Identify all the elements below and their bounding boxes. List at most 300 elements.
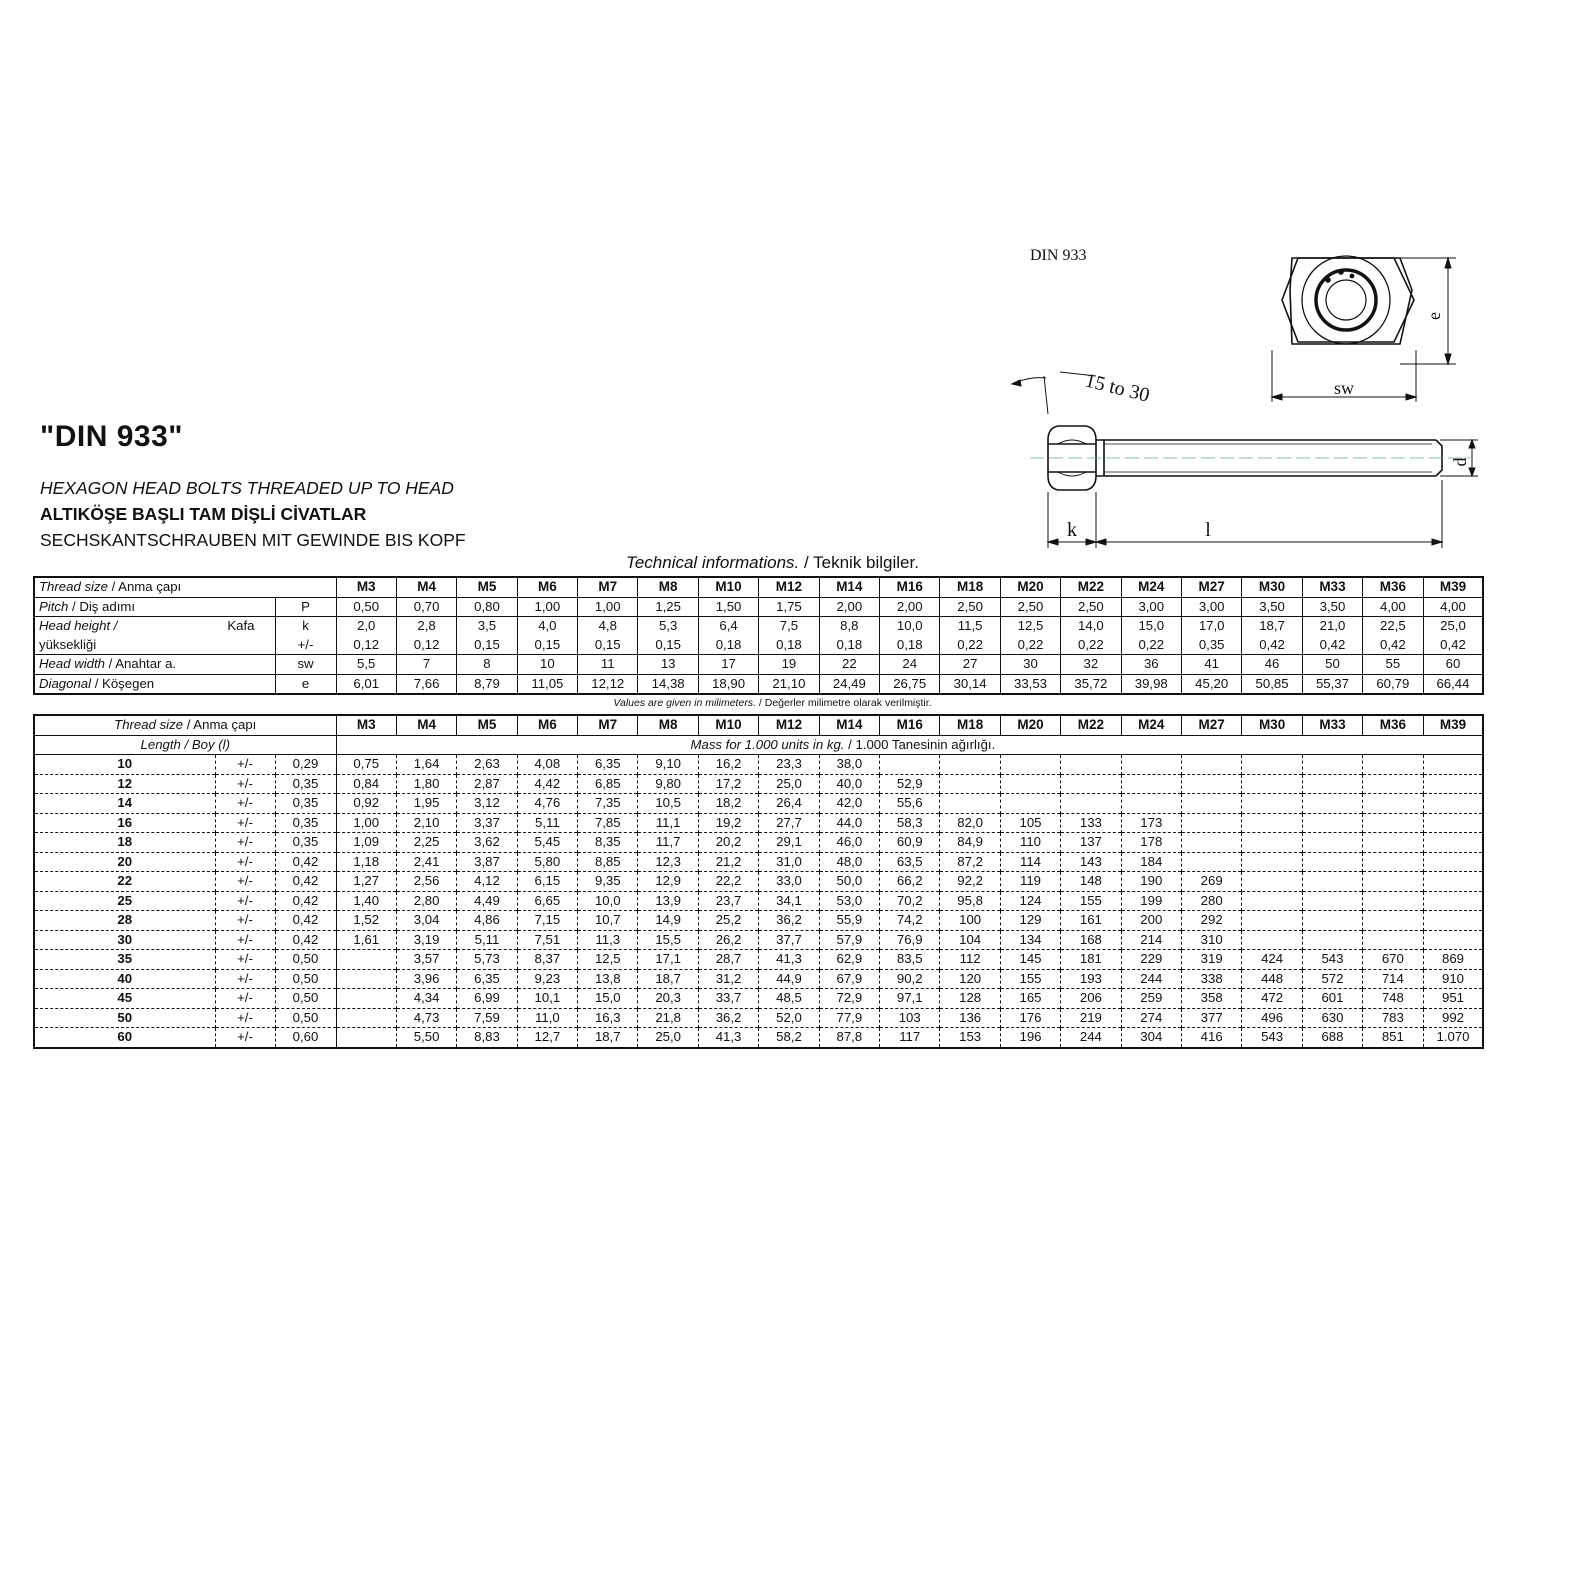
- mass-value: 13,9: [638, 891, 698, 911]
- mass-value: 48,5: [759, 989, 819, 1009]
- mass-value: 25,0: [759, 774, 819, 794]
- value-cell: 33,53: [1000, 674, 1060, 694]
- mass-value: [1181, 774, 1241, 794]
- mass-value: 124: [1000, 891, 1060, 911]
- mass-value: 136: [940, 1008, 1000, 1028]
- mass-value: 199: [1121, 891, 1181, 911]
- value-cell: 45,20: [1181, 674, 1241, 694]
- mass-value: 33,0: [759, 872, 819, 892]
- mass-value: 181: [1061, 950, 1121, 970]
- length-value: 30: [34, 930, 215, 950]
- mass-value: 97,1: [880, 989, 940, 1009]
- size-header: M12: [759, 715, 819, 735]
- mass-value: 18,7: [638, 969, 698, 989]
- value-cell: 66,44: [1423, 674, 1483, 694]
- plus-minus: +/-: [215, 969, 275, 989]
- mass-value: 176: [1000, 1008, 1060, 1028]
- mass-value: [1302, 852, 1362, 872]
- mass-value: 50,0: [819, 872, 879, 892]
- size-header: M6: [517, 577, 577, 597]
- bolt-technical-drawing: [1000, 240, 1520, 560]
- mass-value: 42,0: [819, 794, 879, 814]
- size-header: M18: [940, 577, 1000, 597]
- mass-value: 424: [1242, 950, 1302, 970]
- mass-value: 4,86: [457, 911, 517, 931]
- value-cell: 3,5: [457, 617, 517, 636]
- mass-value: 1,80: [396, 774, 456, 794]
- mass-value: 18,2: [698, 794, 758, 814]
- mass-value: 95,8: [940, 891, 1000, 911]
- mass-value: 2,10: [396, 813, 456, 833]
- value-cell: 0,15: [578, 636, 638, 655]
- mass-value: 12,3: [638, 852, 698, 872]
- size-header: M12: [759, 577, 819, 597]
- length-value: 45: [34, 989, 215, 1009]
- size-header: M10: [698, 577, 758, 597]
- mass-value: [880, 755, 940, 775]
- size-header: M3: [336, 715, 396, 735]
- value-cell: 19: [759, 655, 819, 675]
- mass-value: 543: [1242, 1028, 1302, 1048]
- dimension-sw-label: sw: [1333, 378, 1355, 398]
- mass-value: 1,95: [396, 794, 456, 814]
- mass-value: 82,0: [940, 813, 1000, 833]
- mass-value: 77,9: [819, 1008, 879, 1028]
- value-cell: 0,42: [1242, 636, 1302, 655]
- mass-value: [1242, 833, 1302, 853]
- value-cell: 0,22: [1121, 636, 1181, 655]
- mass-value: [1363, 930, 1423, 950]
- mass-value: 3,04: [396, 911, 456, 931]
- value-cell: 3,50: [1302, 597, 1362, 617]
- mass-value: 37,7: [759, 930, 819, 950]
- mass-value: 58,3: [880, 813, 940, 833]
- mass-value: [1363, 755, 1423, 775]
- size-header: M24: [1121, 577, 1181, 597]
- length-value: 25: [34, 891, 215, 911]
- mass-value: 12,7: [517, 1028, 577, 1048]
- value-cell: 1,00: [578, 597, 638, 617]
- mass-value: 2,56: [396, 872, 456, 892]
- mass-value: [1363, 833, 1423, 853]
- value-cell: 30,14: [940, 674, 1000, 694]
- mass-value: [1363, 774, 1423, 794]
- mass-value: 5,50: [396, 1028, 456, 1048]
- mass-value: 543: [1302, 950, 1362, 970]
- mass-value: 630: [1302, 1008, 1362, 1028]
- mass-value: 83,5: [880, 950, 940, 970]
- mass-value: 12,5: [578, 950, 638, 970]
- value-cell: 30: [1000, 655, 1060, 675]
- value-cell: 0,80: [457, 597, 517, 617]
- mass-value: 688: [1302, 1028, 1362, 1048]
- mass-value: 84,9: [940, 833, 1000, 853]
- value-cell: 60,79: [1363, 674, 1423, 694]
- size-header: M30: [1242, 715, 1302, 735]
- mass-value: [1242, 794, 1302, 814]
- mass-value: 17,1: [638, 950, 698, 970]
- value-cell: 0,15: [457, 636, 517, 655]
- length-value: 16: [34, 813, 215, 833]
- mass-value: 8,85: [578, 852, 638, 872]
- mass-value: 44,9: [759, 969, 819, 989]
- mass-value: 2,87: [457, 774, 517, 794]
- value-cell: 17,0: [1181, 617, 1241, 636]
- mass-value: 153: [940, 1028, 1000, 1048]
- value-cell: 14,38: [638, 674, 698, 694]
- mass-row: [34, 872, 1483, 892]
- mass-value: 7,51: [517, 930, 577, 950]
- length-tolerance: 0,60: [275, 1028, 336, 1048]
- pitch-label: Pitch / Diş adımı: [34, 597, 275, 617]
- length-value: 18: [34, 833, 215, 853]
- mass-value: 92,2: [940, 872, 1000, 892]
- mass-value: 2,41: [396, 852, 456, 872]
- mass-value: 472: [1242, 989, 1302, 1009]
- diagonal-label: Diagonal / Köşegen: [34, 674, 275, 694]
- mass-value: [940, 755, 1000, 775]
- technical-info-table: [33, 576, 1484, 695]
- value-cell: 0,42: [1302, 636, 1362, 655]
- mass-value: 0,75: [336, 755, 396, 775]
- mass-value: 36,2: [759, 911, 819, 931]
- value-cell: 10: [517, 655, 577, 675]
- head-height-symbol: k: [275, 617, 336, 636]
- mass-value: 1,64: [396, 755, 456, 775]
- mass-value: 143: [1061, 852, 1121, 872]
- plus-minus: +/-: [215, 989, 275, 1009]
- value-cell: 14,0: [1061, 617, 1121, 636]
- mass-value: 7,85: [578, 813, 638, 833]
- mass-value: 178: [1121, 833, 1181, 853]
- mass-value: 16,3: [578, 1008, 638, 1028]
- mass-value: 11,1: [638, 813, 698, 833]
- mass-value: 3,96: [396, 969, 456, 989]
- mass-value: 1,61: [336, 930, 396, 950]
- value-cell: 5,5: [336, 655, 396, 675]
- mass-value: 1,27: [336, 872, 396, 892]
- mass-value: 4,76: [517, 794, 577, 814]
- mass-row: [34, 891, 1483, 911]
- mass-value: 41,3: [759, 950, 819, 970]
- mass-value: 72,9: [819, 989, 879, 1009]
- mass-value: 60,9: [880, 833, 940, 853]
- mass-value: 11,0: [517, 1008, 577, 1028]
- head-height-row: [34, 617, 1483, 636]
- value-cell: 12,5: [1000, 617, 1060, 636]
- plus-minus: +/-: [215, 1028, 275, 1048]
- value-cell: 7,5: [759, 617, 819, 636]
- mass-value: [1363, 852, 1423, 872]
- mass-row: [34, 852, 1483, 872]
- mass-value: 52,0: [759, 1008, 819, 1028]
- mass-value: 104: [940, 930, 1000, 950]
- mass-value: [1121, 794, 1181, 814]
- page-title: "DIN 933": [40, 420, 184, 453]
- plus-minus: +/-: [215, 774, 275, 794]
- length-tolerance: 0,42: [275, 911, 336, 931]
- value-cell: 3,00: [1121, 597, 1181, 617]
- mass-value: 304: [1121, 1028, 1181, 1048]
- mass-value: [1242, 774, 1302, 794]
- mass-value: [1242, 872, 1302, 892]
- mass-value: [1000, 794, 1060, 814]
- mass-value: 11,7: [638, 833, 698, 853]
- mass-value: 87,2: [940, 852, 1000, 872]
- mass-value: 165: [1000, 989, 1060, 1009]
- value-cell: 3,00: [1181, 597, 1241, 617]
- value-cell: 0,42: [1363, 636, 1423, 655]
- dimension-k-l: [1048, 480, 1442, 548]
- mass-value: 1,40: [336, 891, 396, 911]
- mass-value: 18,7: [578, 1028, 638, 1048]
- mass-row: [34, 969, 1483, 989]
- head-width-symbol: sw: [275, 655, 336, 675]
- mass-value: 55,6: [880, 794, 940, 814]
- tolerance-symbol: +/-: [275, 636, 336, 655]
- drawing-label: DIN 933: [1030, 247, 1087, 264]
- mass-value: 5,45: [517, 833, 577, 853]
- mass-value: 3,19: [396, 930, 456, 950]
- value-cell: 1,50: [698, 597, 758, 617]
- mass-value: 4,49: [457, 891, 517, 911]
- mass-value: 161: [1061, 911, 1121, 931]
- value-cell: 8,8: [819, 617, 879, 636]
- mass-value: 114: [1000, 852, 1060, 872]
- mass-value: 19,2: [698, 813, 758, 833]
- mass-value: 33,7: [698, 989, 758, 1009]
- mass-body: [34, 755, 1483, 1048]
- units-note: Values are given in milimeters. / Değerler milimetre olarak verilmiştir.: [613, 697, 932, 709]
- value-cell: 6,4: [698, 617, 758, 636]
- mass-value: 155: [1000, 969, 1060, 989]
- mass-value: [336, 1008, 396, 1028]
- length-tolerance: 0,35: [275, 774, 336, 794]
- mass-value: [1423, 813, 1483, 833]
- length-value: 10: [34, 755, 215, 775]
- size-header: M27: [1181, 715, 1241, 735]
- dimension-l-label: l: [1205, 519, 1211, 541]
- mass-value: [1242, 911, 1302, 931]
- length-tolerance: 0,50: [275, 969, 336, 989]
- size-header: M16: [880, 715, 940, 735]
- size-header: M3: [336, 577, 396, 597]
- mass-value: 40,0: [819, 774, 879, 794]
- mass-value: 90,2: [880, 969, 940, 989]
- value-cell: 21,10: [759, 674, 819, 694]
- mass-caption: Mass for 1.000 units in kg. / 1.000 Tanesinin ağırlığı.: [690, 736, 996, 752]
- value-cell: 7: [396, 655, 456, 675]
- mass-value: 5,73: [457, 950, 517, 970]
- mass-row: [34, 794, 1483, 814]
- thread-size-label: Thread size / Anma çapı: [34, 577, 336, 597]
- mass-row: [34, 1008, 1483, 1028]
- mass-value: 20,3: [638, 989, 698, 1009]
- value-cell: 50,85: [1242, 674, 1302, 694]
- mass-value: 358: [1181, 989, 1241, 1009]
- length-value: 28: [34, 911, 215, 931]
- mass-value: [336, 950, 396, 970]
- mass-value: [1423, 872, 1483, 892]
- mass-value: 23,7: [698, 891, 758, 911]
- mass-value: [1423, 774, 1483, 794]
- mass-value: 4,12: [457, 872, 517, 892]
- mass-value: [1302, 930, 1362, 950]
- size-header: M5: [457, 715, 517, 735]
- mass-value: 145: [1000, 950, 1060, 970]
- value-cell: 0,18: [759, 636, 819, 655]
- size-header: M14: [819, 715, 879, 735]
- size-header: M4: [396, 577, 456, 597]
- mass-value: 168: [1061, 930, 1121, 950]
- mass-value: 3,87: [457, 852, 517, 872]
- plus-minus: +/-: [215, 1008, 275, 1028]
- mass-value: 74,2: [880, 911, 940, 931]
- value-cell: 35,72: [1061, 674, 1121, 694]
- mass-value: 496: [1242, 1008, 1302, 1028]
- mass-value: 120: [940, 969, 1000, 989]
- value-cell: 36: [1121, 655, 1181, 675]
- value-cell: 0,12: [396, 636, 456, 655]
- mass-value: 5,11: [517, 813, 577, 833]
- mass-row: [34, 1028, 1483, 1048]
- mass-value: [1000, 755, 1060, 775]
- mass-value: 2,25: [396, 833, 456, 853]
- mass-subheader-row: [34, 735, 1483, 755]
- size-header: M16: [880, 577, 940, 597]
- mass-value: [1363, 911, 1423, 931]
- mass-value: 129: [1000, 911, 1060, 931]
- mass-row: [34, 774, 1483, 794]
- size-header: M36: [1363, 715, 1423, 735]
- mass-value: 338: [1181, 969, 1241, 989]
- mass-value: 9,80: [638, 774, 698, 794]
- mass-row: [34, 911, 1483, 931]
- size-header: M14: [819, 577, 879, 597]
- value-cell: 32: [1061, 655, 1121, 675]
- mass-value: 41,3: [698, 1028, 758, 1048]
- mass-value: [1423, 833, 1483, 853]
- mass-value: [1242, 755, 1302, 775]
- mass-value: 103: [880, 1008, 940, 1028]
- mass-row: [34, 989, 1483, 1009]
- value-cell: 4,0: [517, 617, 577, 636]
- mass-value: 133: [1061, 813, 1121, 833]
- mass-value: 1,09: [336, 833, 396, 853]
- value-cell: 22,5: [1363, 617, 1423, 636]
- value-cell: 2,0: [336, 617, 396, 636]
- mass-value: 58,2: [759, 1028, 819, 1048]
- value-cell: 0,42: [1423, 636, 1483, 655]
- mass-value: 851: [1363, 1028, 1423, 1048]
- size-header: M10: [698, 715, 758, 735]
- mass-value: 36,2: [698, 1008, 758, 1028]
- mass-value: 6,15: [517, 872, 577, 892]
- mass-value: 748: [1363, 989, 1423, 1009]
- mass-value: 310: [1181, 930, 1241, 950]
- bolt-side-view: [1030, 426, 1470, 490]
- mass-value: 63,5: [880, 852, 940, 872]
- mass-value: 28,7: [698, 950, 758, 970]
- mass-value: 244: [1061, 1028, 1121, 1048]
- length-value: 60: [34, 1028, 215, 1048]
- size-header: M8: [638, 715, 698, 735]
- plus-minus: +/-: [215, 911, 275, 931]
- value-cell: 21,0: [1302, 617, 1362, 636]
- head-height-label: Head height / Kafa: [34, 617, 275, 636]
- mass-value: 8,37: [517, 950, 577, 970]
- head-height-tolerance-row: [34, 636, 1483, 655]
- mass-value: [1061, 774, 1121, 794]
- mass-value: 6,85: [578, 774, 638, 794]
- length-tolerance: 0,35: [275, 794, 336, 814]
- size-header: M7: [578, 577, 638, 597]
- mass-value: 280: [1181, 891, 1241, 911]
- size-header: M39: [1423, 715, 1483, 735]
- mass-value: [1363, 794, 1423, 814]
- mass-value: [1061, 794, 1121, 814]
- mass-value: [1363, 872, 1423, 892]
- subtitle-turkish: ALTIKÖŞE BAŞLI TAM DİŞLİ CİVATLAR: [40, 504, 367, 524]
- mass-value: 67,9: [819, 969, 879, 989]
- mass-value: 128: [940, 989, 1000, 1009]
- mass-value: [1242, 891, 1302, 911]
- plus-minus: +/-: [215, 950, 275, 970]
- mass-value: 0,84: [336, 774, 396, 794]
- mass-value: 21,8: [638, 1008, 698, 1028]
- mass-value: 22,2: [698, 872, 758, 892]
- mass-value: 10,5: [638, 794, 698, 814]
- value-cell: 27: [940, 655, 1000, 675]
- mass-value: 4,73: [396, 1008, 456, 1028]
- mass-value: 1.070: [1423, 1028, 1483, 1048]
- value-cell: 0,22: [1000, 636, 1060, 655]
- mass-value: 31,2: [698, 969, 758, 989]
- mass-value: [1423, 852, 1483, 872]
- head-width-row: [34, 655, 1483, 675]
- size-header: M33: [1302, 577, 1362, 597]
- size-header: M7: [578, 715, 638, 735]
- length-tolerance: 0,50: [275, 1008, 336, 1028]
- mass-value: 3,12: [457, 794, 517, 814]
- length-value: 12: [34, 774, 215, 794]
- mass-value: 6,35: [578, 755, 638, 775]
- size-header: M33: [1302, 715, 1362, 735]
- mass-value: 11,3: [578, 930, 638, 950]
- mass-value: [1181, 852, 1241, 872]
- mass-value: 206: [1061, 989, 1121, 1009]
- mass-value: 48,0: [819, 852, 879, 872]
- value-cell: 2,8: [396, 617, 456, 636]
- mass-value: 34,1: [759, 891, 819, 911]
- size-header: M4: [396, 715, 456, 735]
- mass-value: 869: [1423, 950, 1483, 970]
- size-header: M27: [1181, 577, 1241, 597]
- mass-value: 219: [1061, 1008, 1121, 1028]
- mass-header-row: [34, 715, 1483, 735]
- value-cell: 24,49: [819, 674, 879, 694]
- value-cell: 0,22: [940, 636, 1000, 655]
- mass-value: 5,80: [517, 852, 577, 872]
- diagonal-symbol: e: [275, 674, 336, 694]
- mass-value: 601: [1302, 989, 1362, 1009]
- mass-value: 23,3: [759, 755, 819, 775]
- mass-value: 105: [1000, 813, 1060, 833]
- mass-value: [336, 989, 396, 1009]
- size-header: M8: [638, 577, 698, 597]
- mass-value: 26,4: [759, 794, 819, 814]
- dimension-k-label: k: [1067, 519, 1077, 541]
